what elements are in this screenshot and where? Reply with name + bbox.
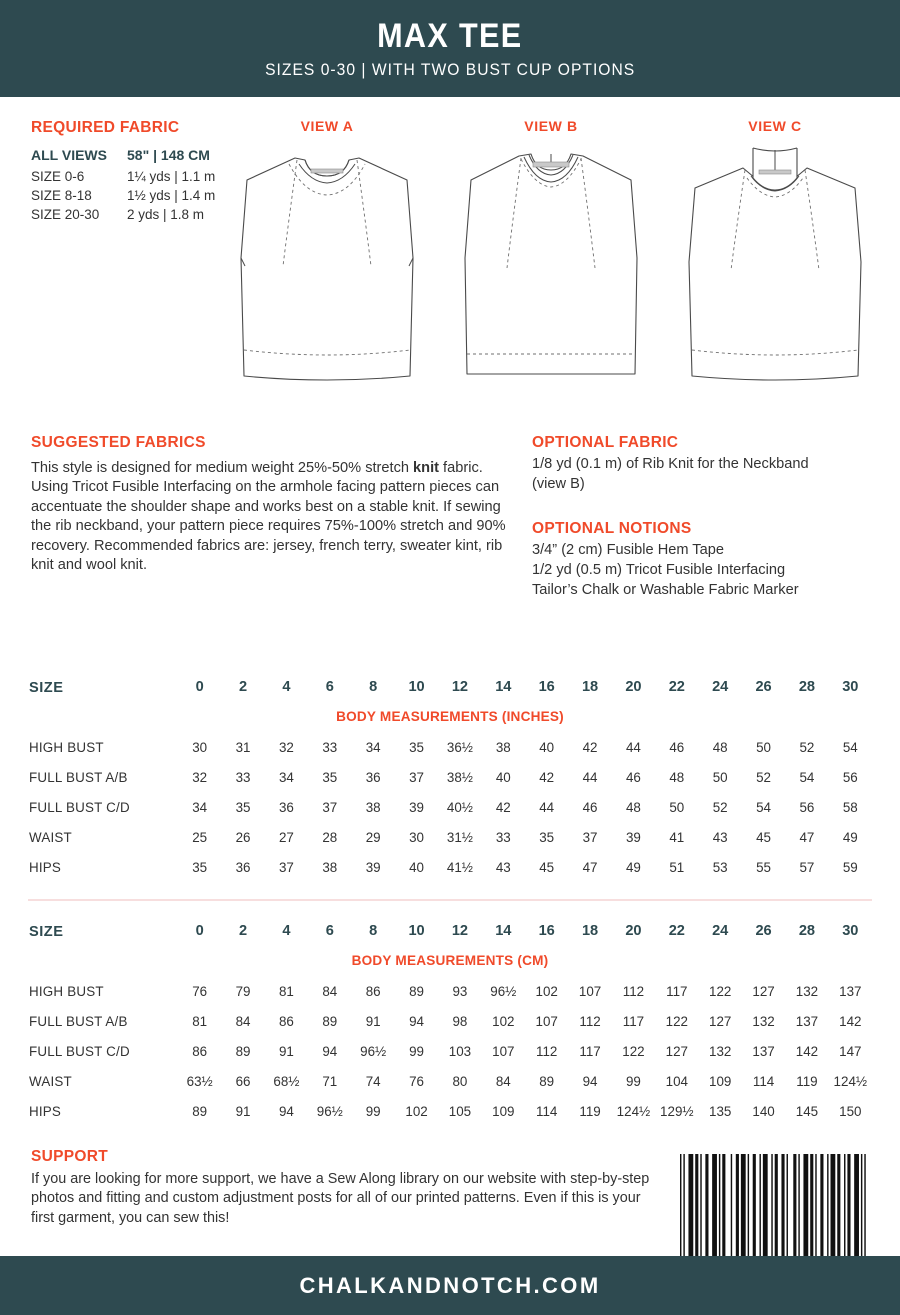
measurement-value: 37 <box>322 799 338 815</box>
measurement-value: 40 <box>539 739 555 755</box>
measurement-row <box>28 1066 872 1096</box>
measurement-section-label: BODY MEASUREMENTS (INCHES) <box>336 709 564 724</box>
size-column-header: 26 <box>755 679 772 695</box>
measurement-section-row <box>28 942 872 976</box>
measurement-row <box>28 1036 872 1066</box>
measurement-value: 86 <box>278 1013 294 1029</box>
size-chart-cm <box>28 922 872 1126</box>
page-title: MAX TEE <box>377 16 523 55</box>
optional-notions-heading: OPTIONAL NOTIONS <box>532 520 692 537</box>
measurement-value: 91 <box>235 1103 251 1119</box>
measurement-row <box>28 976 872 1006</box>
measurement-row <box>28 762 872 792</box>
size-column-header: 20 <box>625 923 642 939</box>
measurement-value: 137 <box>752 1043 775 1059</box>
measurement-row <box>28 852 872 882</box>
size-column-header: 24 <box>712 923 729 939</box>
size-column-header: 14 <box>495 679 512 695</box>
measurement-value: 53 <box>712 859 728 875</box>
optional-notion-line: 3/4” (2 cm) Fusible Hem Tape <box>532 542 724 558</box>
measurement-value: 117 <box>622 1013 645 1029</box>
measurement-value: 119 <box>796 1073 818 1089</box>
view-c-label: VIEW C <box>748 118 802 134</box>
measurement-value: 137 <box>839 983 862 999</box>
measurement-value: 25 <box>192 829 208 845</box>
support-text: If you are looking for more support, we have a Sew Along library on our website with step-by-step photos and fitting and custom adjustment posts for all of our printed patterns. Even if this is your first garment, you can sew this! <box>31 1171 650 1226</box>
measurement-row <box>28 732 872 762</box>
size-column-header: 2 <box>239 679 248 695</box>
optional-fabric-line: (view B) <box>532 476 585 492</box>
measurement-value: 99 <box>365 1103 381 1119</box>
measurement-value: 44 <box>539 799 555 815</box>
suggested-fabrics-text <box>31 459 511 575</box>
measurement-value: 89 <box>409 983 425 999</box>
measurement-value: 48 <box>712 739 728 755</box>
measurement-value: 109 <box>492 1103 515 1119</box>
measurement-value: 94 <box>582 1073 598 1089</box>
measurement-value: 30 <box>192 739 208 755</box>
measurement-row-label: HIPS <box>29 1103 62 1119</box>
measurement-value: 50 <box>712 769 728 785</box>
measurement-value: 37 <box>278 859 294 875</box>
size-table-inches-head <box>28 678 872 698</box>
size-column-header: 2 <box>239 923 248 939</box>
measurement-value: 99 <box>625 1073 641 1089</box>
fabric-size-label: SIZE 8-18 <box>31 188 92 203</box>
size-chart-inches <box>28 678 872 882</box>
fabric-size-label: SIZE 0-6 <box>31 169 85 184</box>
size-header-label: SIZE <box>29 680 64 696</box>
measurement-value: 142 <box>839 1013 862 1029</box>
measurement-value: 63½ <box>186 1073 213 1089</box>
measurement-value: 81 <box>278 983 294 999</box>
measurement-value: 38 <box>322 859 338 875</box>
measurement-row-label: FULL BUST A/B <box>29 769 128 785</box>
measurement-value: 114 <box>536 1103 558 1119</box>
measurement-value: 37 <box>582 829 598 845</box>
measurement-value: 102 <box>405 1103 428 1119</box>
measurement-value: 89 <box>322 1013 338 1029</box>
measurement-value: 122 <box>665 1013 688 1029</box>
size-column-header: 4 <box>282 679 291 695</box>
measurement-value: 34 <box>192 799 208 815</box>
measurement-value: 117 <box>666 983 688 999</box>
measurement-value: 117 <box>579 1043 601 1059</box>
measurement-value: 96½ <box>316 1103 343 1119</box>
measurement-value: 40 <box>409 859 425 875</box>
measurement-value: 96½ <box>360 1043 387 1059</box>
measurement-value: 40½ <box>446 799 473 815</box>
measurement-value: 137 <box>795 1013 819 1029</box>
measurement-value: 107 <box>578 983 602 999</box>
measurement-row-label: HIGH BUST <box>29 739 104 755</box>
size-column-header: 22 <box>668 679 685 695</box>
size-column-header: 30 <box>842 679 859 695</box>
measurement-row-label: FULL BUST C/D <box>29 799 130 815</box>
measurement-value: 84 <box>322 983 338 999</box>
measurement-value: 40 <box>495 769 511 785</box>
measurement-value: 54 <box>842 739 858 755</box>
measurement-value: 31½ <box>446 829 473 845</box>
measurement-value: 68½ <box>273 1073 300 1089</box>
measurement-value: 86 <box>192 1043 208 1059</box>
measurement-value: 38 <box>495 739 511 755</box>
measurement-value: 124½ <box>616 1103 651 1119</box>
measurement-value: 84 <box>235 1013 251 1029</box>
measurement-value: 45 <box>756 829 772 845</box>
measurement-row <box>28 1006 872 1036</box>
size-header-row <box>28 678 872 698</box>
measurement-value: 33 <box>235 769 251 785</box>
measurement-value: 47 <box>799 829 815 845</box>
measurement-value: 74 <box>365 1073 381 1089</box>
measurement-value: 39 <box>365 859 381 875</box>
measurement-row-label: WAIST <box>29 1073 72 1089</box>
measurement-value: 38 <box>365 799 381 815</box>
measurement-value: 112 <box>622 983 645 999</box>
measurement-value: 49 <box>842 829 858 845</box>
measurement-value: 36 <box>365 769 381 785</box>
page-subtitle: SIZES 0-30 | WITH TWO BUST CUP OPTIONS <box>264 60 636 80</box>
size-table-cm-head <box>28 922 872 942</box>
size-column-header: 30 <box>842 923 859 939</box>
view-b-label: VIEW B <box>524 118 578 134</box>
size-column-header: 10 <box>408 923 425 939</box>
measurement-value: 122 <box>709 983 732 999</box>
measurement-value: 135 <box>709 1103 732 1119</box>
view-a-illustration <box>215 118 439 388</box>
view-b-illustration <box>439 118 663 388</box>
size-column-header: 14 <box>495 923 512 939</box>
page-footer <box>0 1256 900 1315</box>
suggested-text-part-1: This style is designed for medium weight 25%-50% stretch <box>31 460 414 476</box>
measurement-row <box>28 1096 872 1126</box>
measurement-value: 34 <box>278 769 294 785</box>
measurement-value: 42 <box>582 739 598 755</box>
measurement-value: 89 <box>192 1103 208 1119</box>
measurement-value: 112 <box>579 1013 601 1029</box>
measurement-value: 86 <box>365 983 381 999</box>
measurement-value: 76 <box>409 1073 425 1089</box>
size-column-header: 4 <box>282 923 291 939</box>
size-column-header: 16 <box>538 679 555 695</box>
fabric-yardage-value: 1½ yds | 1.4 m <box>127 188 216 203</box>
view-illustrations <box>215 118 887 403</box>
measurement-value: 48 <box>625 799 641 815</box>
size-table-inches-body <box>28 698 872 882</box>
fabric-yardage-value: 1¼ yds | 1.1 m <box>127 169 216 184</box>
measurement-value: 52 <box>712 799 728 815</box>
fabric-size-label: SIZE 20-30 <box>31 207 100 222</box>
measurement-value: 35 <box>409 739 425 755</box>
optional-fabric-line: 1/8 yd (0.1 m) of Rib Knit for the Neckband <box>532 456 809 472</box>
measurement-value: 35 <box>539 829 555 845</box>
suggested-fabrics-block <box>31 434 511 575</box>
measurement-value: 54 <box>756 799 772 815</box>
page-header <box>0 0 900 97</box>
measurement-value: 46 <box>669 739 685 755</box>
measurement-row <box>28 792 872 822</box>
measurement-value: 52 <box>799 739 815 755</box>
measurement-section-row <box>28 698 872 732</box>
size-column-header: 24 <box>712 679 729 695</box>
spacer <box>532 494 882 520</box>
measurement-value: 94 <box>278 1103 294 1119</box>
size-column-header: 10 <box>408 679 425 695</box>
tee-line-drawing-b <box>451 138 651 388</box>
website-url: CHALKANDNOTCH.COM <box>299 1272 601 1298</box>
fabric-width-value: 58" | 148 CM <box>127 147 210 163</box>
measurement-value: 91 <box>365 1013 381 1029</box>
measurement-value: 54 <box>799 769 815 785</box>
measurement-value: 46 <box>582 799 598 815</box>
measurement-value: 94 <box>322 1043 338 1059</box>
measurement-value: 145 <box>795 1103 819 1119</box>
size-column-header: 12 <box>451 923 469 939</box>
measurement-value: 28 <box>322 829 338 845</box>
view-a-label: VIEW A <box>300 118 354 134</box>
measurement-value: 104 <box>665 1073 688 1089</box>
measurement-value: 36½ <box>446 739 473 755</box>
tee-line-drawing-c <box>675 138 875 388</box>
table-divider <box>28 899 872 901</box>
measurement-value: 36 <box>235 859 251 875</box>
size-column-header: 18 <box>581 923 599 939</box>
measurement-value: 122 <box>622 1043 645 1059</box>
measurement-value: 51 <box>669 859 685 875</box>
size-column-header: 18 <box>581 679 599 695</box>
size-table-cm-body <box>28 942 872 1126</box>
measurement-value: 50 <box>669 799 685 815</box>
size-column-header: 20 <box>625 679 642 695</box>
measurement-value: 132 <box>795 983 819 999</box>
measurement-value: 41½ <box>446 859 473 875</box>
measurement-value: 76 <box>192 983 208 999</box>
measurement-row-label: HIPS <box>29 859 62 875</box>
size-table-inches <box>28 678 872 882</box>
measurement-value: 48 <box>669 769 685 785</box>
measurement-value: 80 <box>452 1073 468 1089</box>
measurement-value: 103 <box>448 1043 472 1059</box>
size-column-header: 6 <box>325 679 334 695</box>
measurement-value: 147 <box>839 1043 862 1059</box>
measurement-value: 127 <box>665 1043 688 1059</box>
measurement-value: 39 <box>625 829 641 845</box>
measurement-value: 107 <box>535 1013 558 1029</box>
measurement-value: 45 <box>539 859 555 875</box>
measurement-value: 55 <box>756 859 772 875</box>
measurement-value: 91 <box>278 1043 294 1059</box>
measurement-value: 81 <box>192 1013 208 1029</box>
measurement-value: 29 <box>365 829 381 845</box>
measurement-value: 34 <box>365 739 381 755</box>
tee-line-drawing-a <box>227 138 427 388</box>
measurement-value: 132 <box>709 1043 732 1059</box>
measurement-value: 96½ <box>490 983 517 999</box>
measurement-value: 79 <box>235 983 251 999</box>
size-column-header: 16 <box>538 923 555 939</box>
measurement-value: 89 <box>235 1043 251 1059</box>
measurement-value: 35 <box>235 799 251 815</box>
measurement-value: 129½ <box>660 1103 694 1119</box>
measurement-value: 102 <box>492 1013 515 1029</box>
measurement-row-label: WAIST <box>29 829 72 845</box>
measurement-value: 42 <box>539 769 555 785</box>
measurement-value: 41 <box>669 829 685 845</box>
measurement-value: 127 <box>752 983 775 999</box>
measurement-section-label: BODY MEASUREMENTS (CM) <box>351 953 549 968</box>
size-column-header: 8 <box>369 923 378 939</box>
measurement-value: 142 <box>795 1043 819 1059</box>
measurement-value: 35 <box>322 769 338 785</box>
measurement-value: 44 <box>625 739 641 755</box>
optional-notion-line: 1/2 yd (0.5 m) Tricot Fusible Interfacing <box>532 562 786 578</box>
size-header-label: SIZE <box>29 924 64 940</box>
measurement-value: 71 <box>322 1073 338 1089</box>
measurement-value: 32 <box>278 739 294 755</box>
measurement-value: 31 <box>235 739 251 755</box>
measurement-value: 56 <box>842 769 858 785</box>
measurement-value: 39 <box>409 799 425 815</box>
measurement-value: 59 <box>842 859 858 875</box>
measurement-value: 84 <box>495 1073 511 1089</box>
measurement-value: 33 <box>495 829 511 845</box>
size-column-header: 12 <box>451 679 469 695</box>
measurement-value: 44 <box>582 769 598 785</box>
measurement-row-label: HIGH BUST <box>29 983 104 999</box>
measurement-value: 98 <box>452 1013 468 1029</box>
measurement-value: 47 <box>582 859 598 875</box>
measurement-value: 52 <box>756 769 772 785</box>
suggested-text-part-2: fabric. Using Tricot Fusible Interfacing on the armhole facing pattern pieces can accentuate the shoulder shape and works best on a stable knit. If sewing the rib neckband, your pattern piece requires 75%-100% stretch and 90% recovery. Recommended fabrics are: jersey, french terry, sweater kint, rib knit and wool knit. <box>31 460 506 574</box>
measurement-value: 46 <box>625 769 641 785</box>
measurement-value: 38½ <box>446 769 473 785</box>
optional-fabric-heading: OPTIONAL FABRIC <box>532 434 679 451</box>
optional-notion-line: Tailor’s Chalk or Washable Fabric Marker <box>532 582 799 598</box>
measurement-value: 43 <box>712 829 728 845</box>
support-block <box>31 1148 661 1228</box>
required-fabric-heading: REQUIRED FABRIC <box>31 119 180 136</box>
measurement-value: 37 <box>409 769 425 785</box>
measurement-value: 102 <box>535 983 558 999</box>
measurement-value: 58 <box>842 799 858 815</box>
size-column-header: 0 <box>195 923 204 939</box>
size-table-cm <box>28 922 872 1126</box>
measurement-value: 32 <box>192 769 208 785</box>
measurement-value: 150 <box>839 1103 862 1119</box>
measurement-value: 132 <box>752 1013 775 1029</box>
measurement-value: 124½ <box>833 1073 868 1089</box>
measurement-row-label: FULL BUST C/D <box>29 1043 130 1059</box>
measurement-value: 43 <box>495 859 511 875</box>
measurement-value: 30 <box>409 829 425 845</box>
measurement-value: 105 <box>448 1103 472 1119</box>
measurement-row-label: FULL BUST A/B <box>29 1013 128 1029</box>
measurement-value: 35 <box>192 859 208 875</box>
size-column-header: 28 <box>798 923 816 939</box>
suggested-fabrics-heading: SUGGESTED FABRICS <box>31 434 206 451</box>
measurement-value: 93 <box>452 983 468 999</box>
measurement-value: 107 <box>492 1043 515 1059</box>
view-c-illustration <box>663 118 887 388</box>
measurement-value: 127 <box>709 1013 732 1029</box>
measurement-row <box>28 822 872 852</box>
measurement-value: 26 <box>235 829 251 845</box>
measurement-value: 112 <box>536 1043 558 1059</box>
size-header-row <box>28 922 872 942</box>
size-column-header: 6 <box>325 923 334 939</box>
measurement-value: 89 <box>539 1073 555 1089</box>
measurement-value: 94 <box>409 1013 425 1029</box>
suggested-text-bold: knit <box>413 460 439 476</box>
measurement-value: 56 <box>799 799 815 815</box>
measurement-value: 49 <box>625 859 641 875</box>
size-column-header: 26 <box>755 923 772 939</box>
optional-items-block <box>532 434 882 600</box>
measurement-value: 36 <box>278 799 294 815</box>
measurement-value: 119 <box>579 1103 601 1119</box>
measurement-value: 109 <box>709 1073 732 1089</box>
measurement-value: 42 <box>495 799 511 815</box>
measurement-value: 114 <box>752 1073 775 1089</box>
measurement-value: 33 <box>322 739 338 755</box>
measurement-value: 27 <box>278 829 294 845</box>
support-heading: SUPPORT <box>31 1148 109 1165</box>
fabric-width-label: ALL VIEWS <box>31 147 107 163</box>
measurement-value: 57 <box>799 859 815 875</box>
size-column-header: 28 <box>798 679 816 695</box>
size-column-header: 0 <box>195 679 204 695</box>
fabric-yardage-value: 2 yds | 1.8 m <box>127 207 205 222</box>
size-column-header: 22 <box>668 923 685 939</box>
measurement-value: 140 <box>752 1103 775 1119</box>
measurement-value: 66 <box>235 1073 251 1089</box>
measurement-value: 50 <box>756 739 772 755</box>
measurement-value: 99 <box>409 1043 425 1059</box>
size-column-header: 8 <box>369 679 378 695</box>
